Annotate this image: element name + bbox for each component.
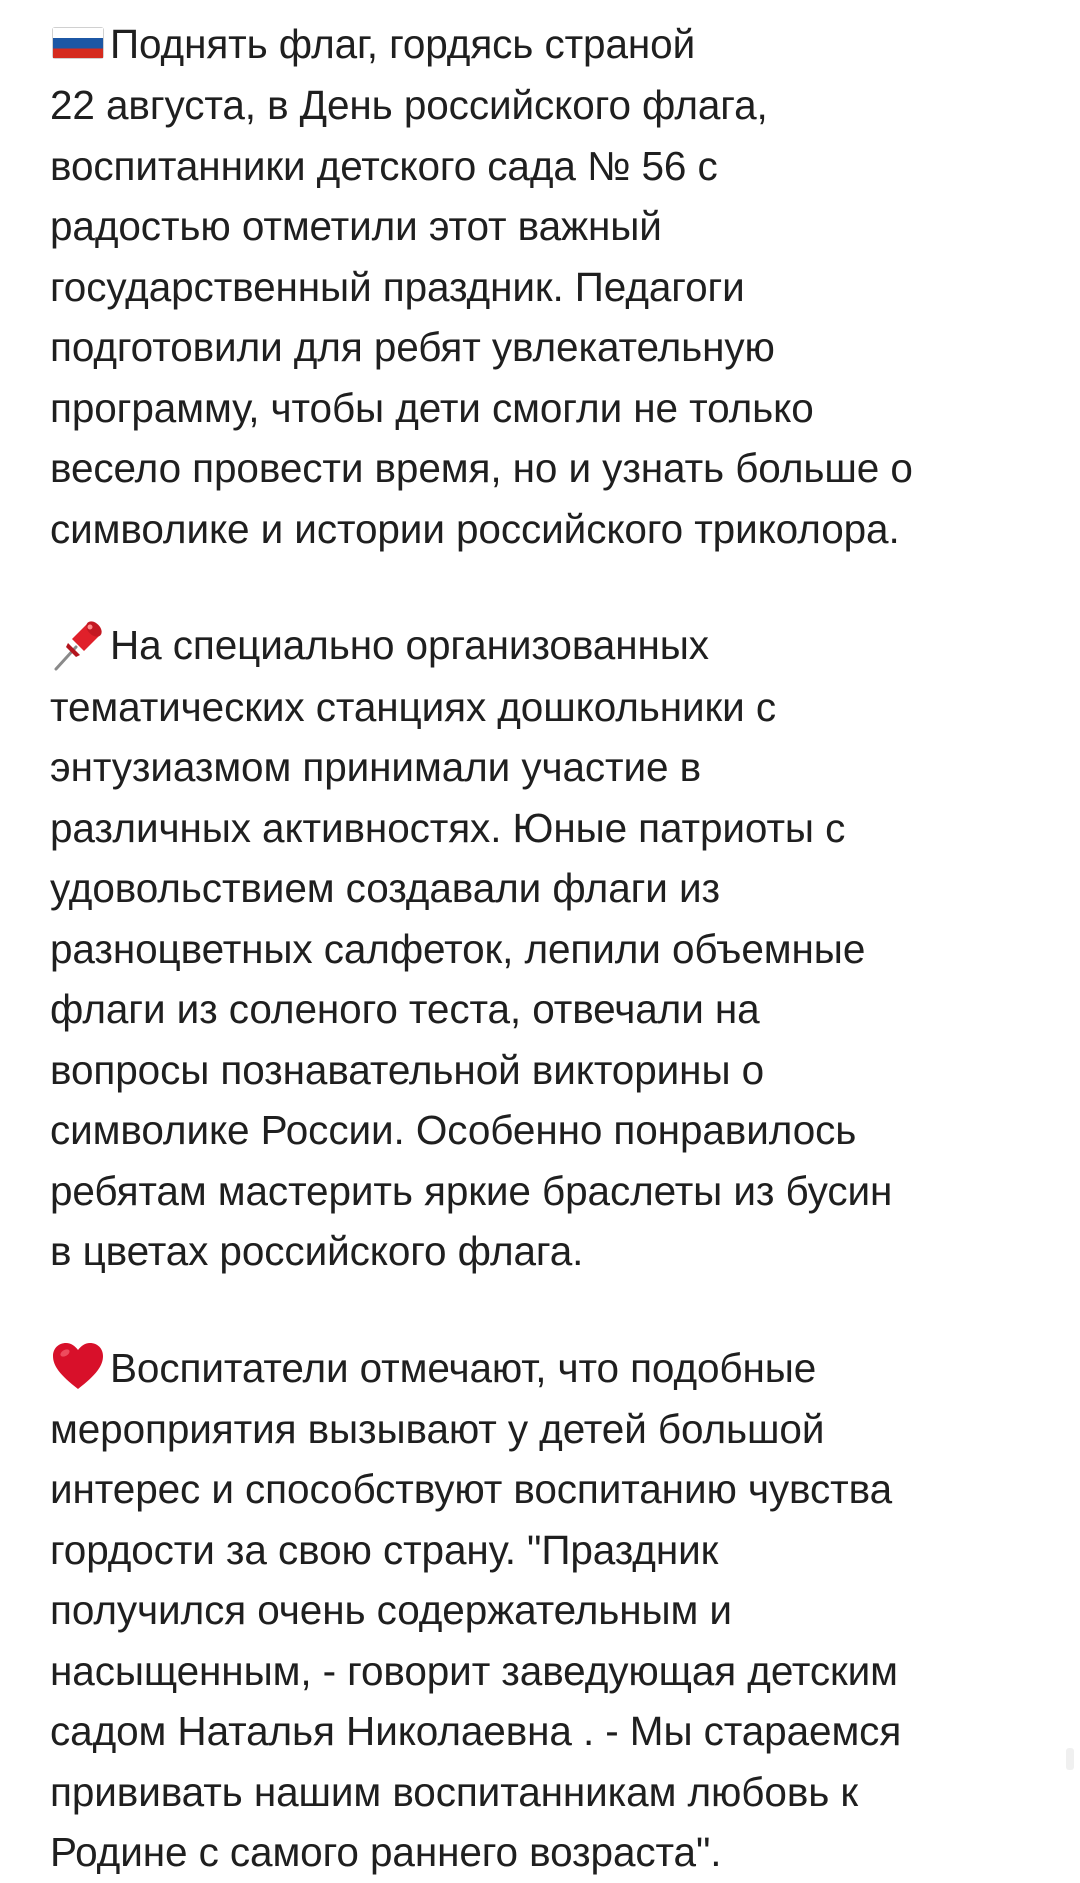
- post-line: садом Наталья Николаевна . - Мы стараемся: [50, 1708, 902, 1755]
- post-line: Родине с самого раннего возраста".: [50, 1829, 722, 1876]
- post-title: Поднять флаг, гордясь страной: [110, 21, 696, 67]
- post-line-text: На специально организованных: [110, 622, 709, 669]
- post-line: подготовили для ребят увлекательную: [50, 324, 775, 371]
- post-line-text: Воспитатели отмечают, что подобные: [110, 1344, 817, 1391]
- post-line: тематических станциях дошкольники с: [50, 683, 776, 730]
- post-line: флаги из соленого теста, отвечали на: [50, 986, 760, 1033]
- post-title-line: [50, 14, 1060, 75]
- post-line: прививать нашим воспитанникам любовь к: [50, 1768, 859, 1815]
- scrollbar[interactable]: [1066, 1748, 1074, 1770]
- post-line: программу, чтобы дети смогли не только: [50, 384, 814, 431]
- post-line: [50, 1338, 1060, 1399]
- post-line: разноцветных салфеток, лепили объемные: [50, 925, 866, 972]
- post-line: 22 августа, в День российского флага,: [50, 82, 768, 129]
- post-line: вопросы познавательной викторины о: [50, 1046, 765, 1093]
- post-line: радостью отметили этот важный: [50, 203, 662, 250]
- russian-flag-icon: [50, 15, 106, 71]
- post-line: символике и истории российского триколора.: [50, 505, 900, 552]
- red-heart-icon: [50, 1339, 106, 1395]
- post-text: [50, 14, 1060, 1883]
- post-line: энтузиазмом принимали участие в: [50, 744, 702, 791]
- post-line: интерес и способствуют воспитанию чувства: [50, 1466, 892, 1513]
- post-paragraph-3: [50, 1338, 1060, 1883]
- post-paragraph-1: [50, 14, 1060, 559]
- post-paragraph-2: [50, 615, 1060, 1281]
- post-line: получился очень содержательным и: [50, 1587, 732, 1634]
- post-line: ребятам мастерить яркие браслеты из бусин: [50, 1167, 893, 1214]
- post-line: гордости за свою страну. "Праздник: [50, 1526, 719, 1573]
- pushpin-icon: [50, 617, 106, 673]
- post-line: в цветах российского флага.: [50, 1228, 584, 1275]
- post-line: мероприятия вызывают у детей большой: [50, 1405, 825, 1452]
- post-line: воспитанники детского сада № 56 с: [50, 142, 718, 189]
- post-line: [50, 615, 1060, 676]
- post-line: весело провести время, но и узнать больше о: [50, 445, 913, 492]
- post-line: насыщенным, - говорит заведующая детским: [50, 1647, 898, 1694]
- post-line: различных активностях. Юные патриоты с: [50, 804, 846, 851]
- post-line: удовольствием создавали флаги из: [50, 865, 720, 912]
- post-line: символике России. Особенно понравилось: [50, 1107, 857, 1154]
- post-line: государственный праздник. Педагоги: [50, 263, 745, 310]
